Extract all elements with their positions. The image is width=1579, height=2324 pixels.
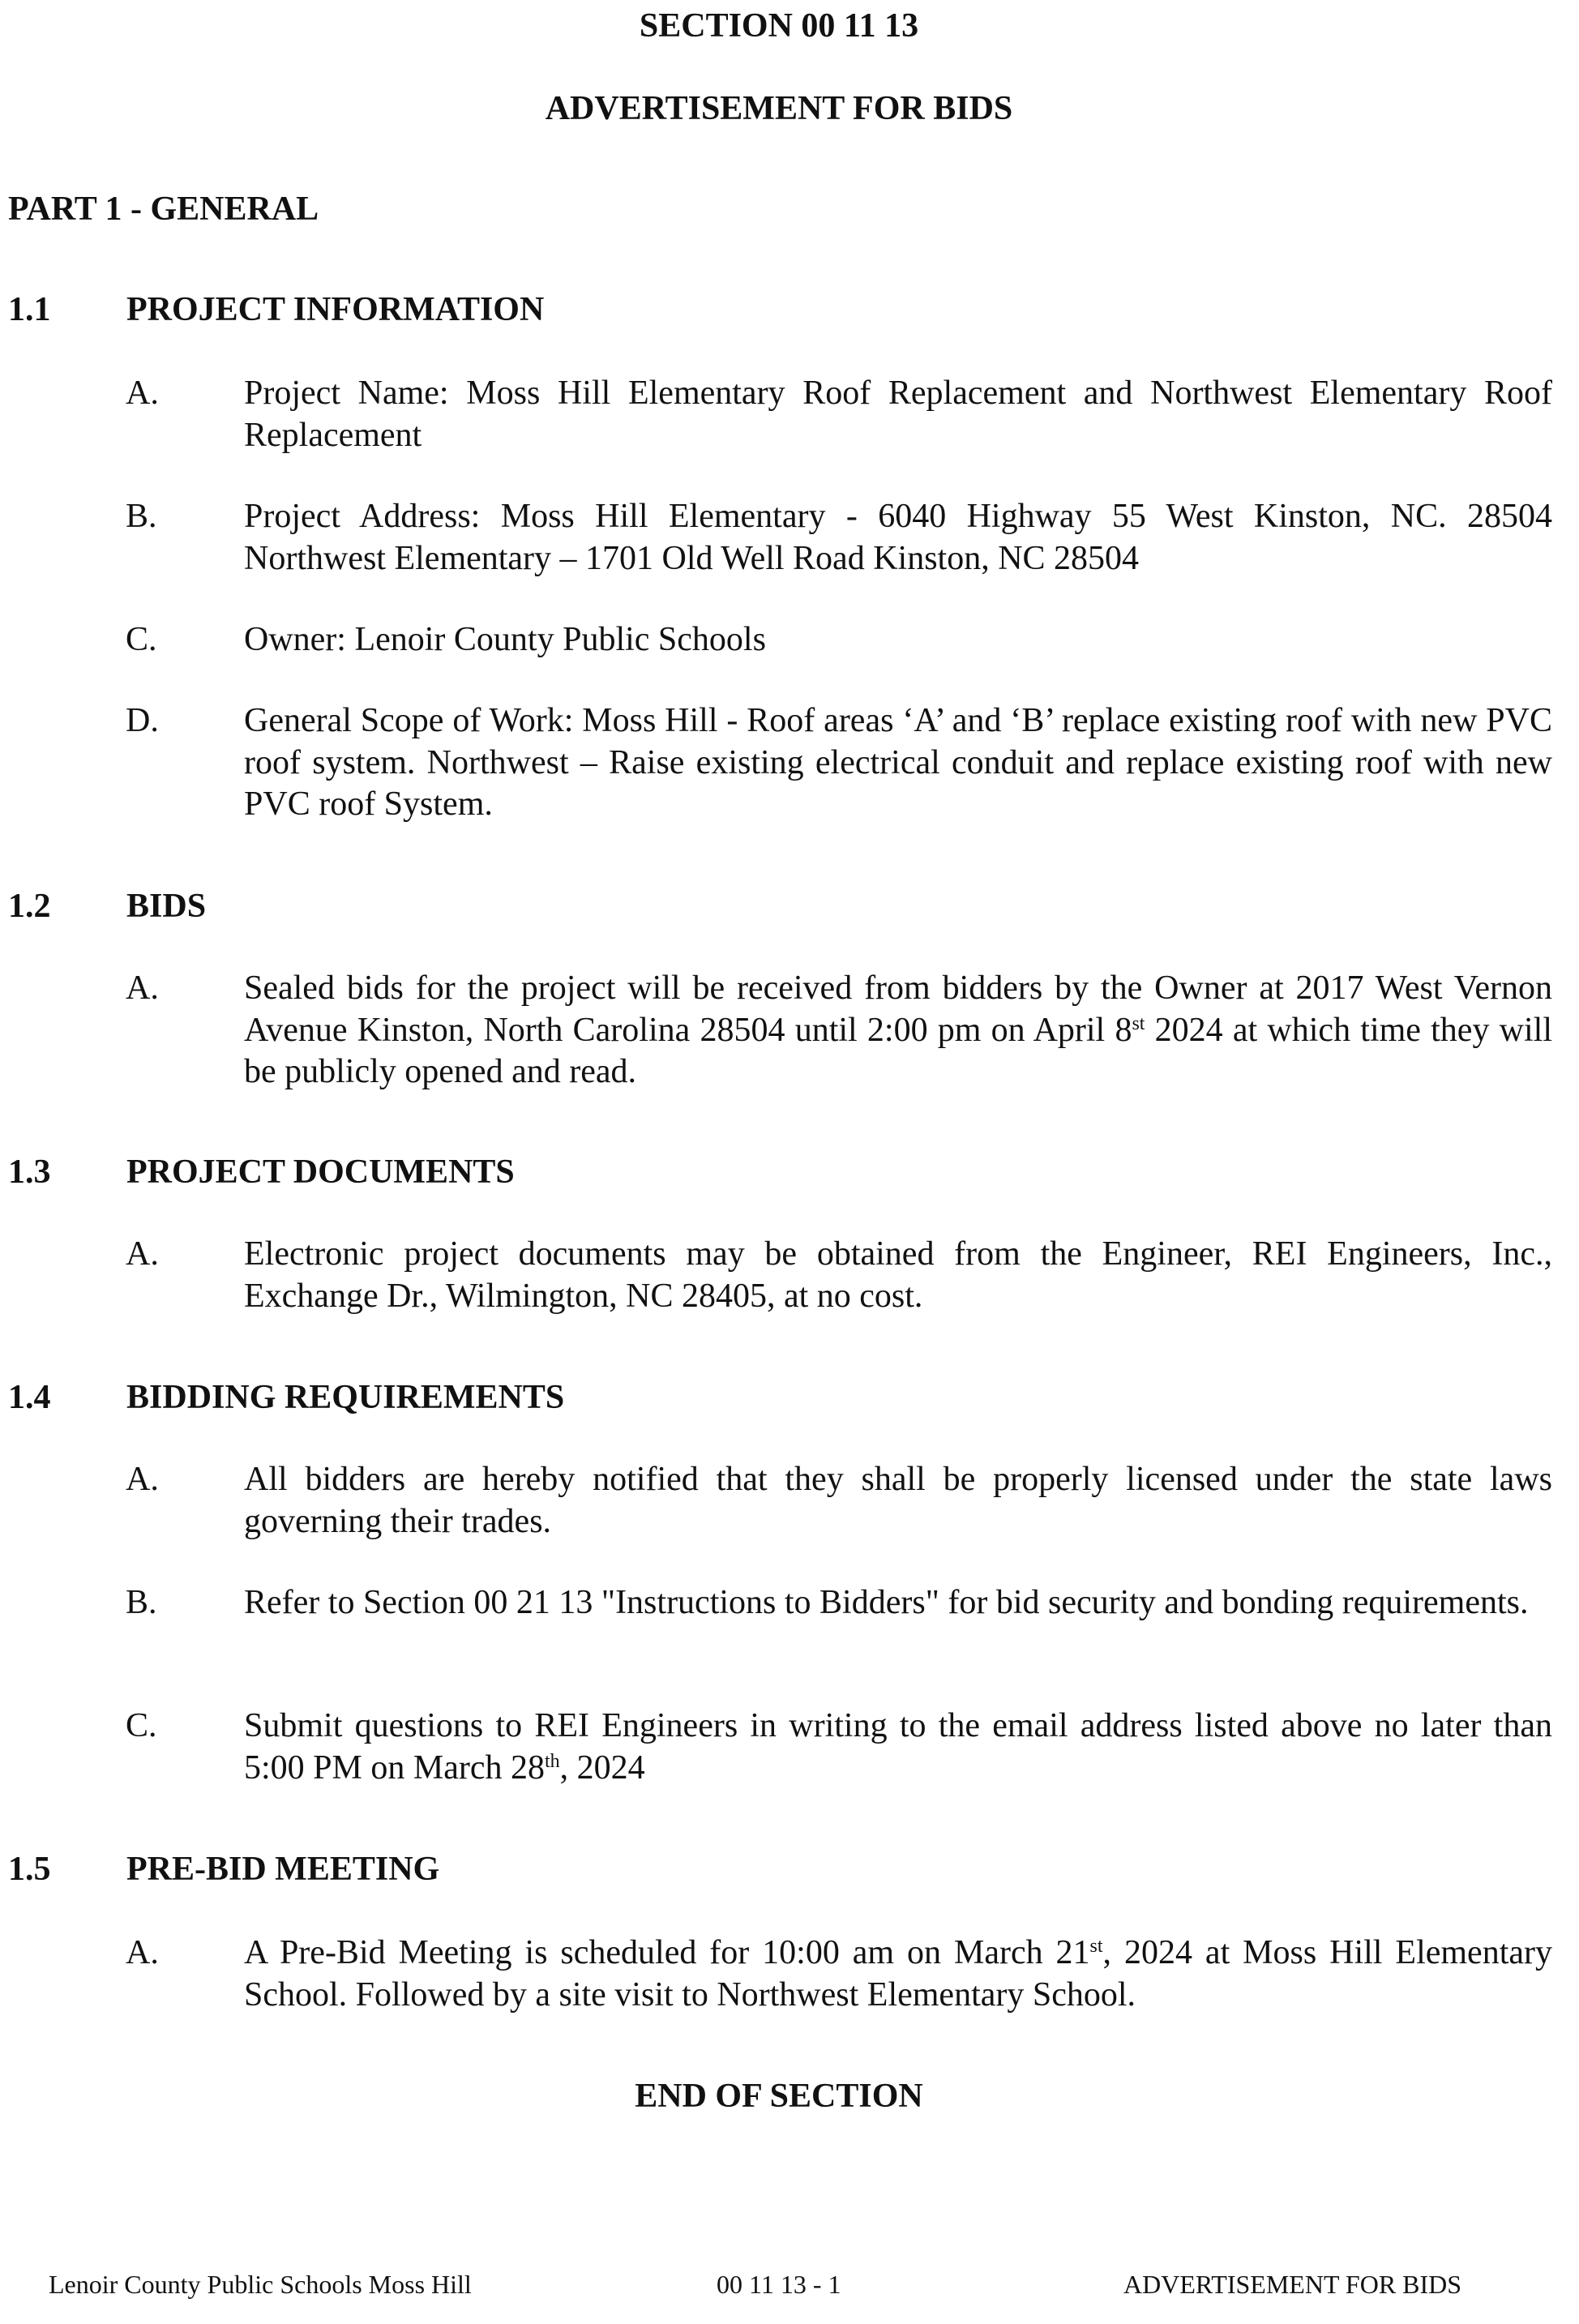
section-number-heading: SECTION 00 11 13 (639, 7, 919, 45)
section-number: 1.3 (8, 1153, 51, 1191)
document-title: ADVERTISEMENT FOR BIDS (545, 90, 1013, 127)
section-title: PROJECT DOCUMENTS (126, 1153, 515, 1191)
item-text (244, 968, 1552, 1094)
item-text: Owner: Lenoir County Public Schools (244, 621, 766, 658)
item-label: B. (126, 1584, 157, 1621)
item-bid-security (126, 1582, 1552, 1624)
section-title: PROJECT INFORMATION (126, 291, 545, 328)
section-number: 1.4 (8, 1379, 51, 1416)
item-text-part: Sealed bids for the project will be received from bidders by the Owner at 2017 West Vernon Avenue Kinston, North Carolina 28504 until 2:00 pm on April 8 (244, 969, 1552, 1049)
end-of-section: END OF SECTION (635, 2078, 923, 2115)
item-label: A. (126, 1235, 159, 1273)
address-line-1: Project Address: Moss Hill Elementary - 6040 Highway 55 West Kinston, NC. 28504 (244, 498, 1552, 535)
item-owner (126, 619, 1552, 661)
section-number: 1.1 (8, 291, 51, 328)
item-text-part: Submit questions to REI Engineers in writing to the email address listed above no later than 5:00 PM on March 28 (244, 1707, 1552, 1787)
item-licensing (126, 1459, 1552, 1543)
item-text: Project Name: Moss Hill Elementary Roof Replacement and Northwest Elementary Roof Replacement (244, 374, 1552, 454)
footer-doc-title: ADVERTISEMENT FOR BIDS (1123, 2270, 1462, 2299)
item-text (244, 1932, 1552, 2016)
item-label: A. (126, 1934, 159, 1971)
ordinal-suffix: st (1132, 1012, 1145, 1034)
item-label: D. (126, 702, 159, 739)
section-title: BIDDING REQUIREMENTS (126, 1379, 565, 1416)
item-questions (126, 1706, 1552, 1789)
item-pre-bid-meeting (126, 1932, 1552, 2016)
item-text: All bidders are hereby notified that they shall be properly licensed under the state laws governing their trades. (244, 1461, 1552, 1540)
section-number: 1.2 (8, 888, 51, 925)
part-heading: PART 1 - GENERAL (8, 190, 319, 228)
item-text-part: 2024 at which time they will be publicly opened and read. (244, 1011, 1553, 1090)
item-project-documents (126, 1234, 1552, 1317)
footer-owner: Lenoir County Public Schools Moss Hill (49, 2270, 472, 2299)
item-label: A. (126, 969, 159, 1007)
section-title: BIDS (126, 888, 207, 925)
item-label: A. (126, 374, 159, 412)
ordinal-suffix: th (545, 1750, 560, 1772)
item-text-part: , 2024 at Moss Hill Elementary School. Followed by a site visit to Northwest Elementary School. (244, 1934, 1552, 2014)
item-text (244, 496, 1552, 580)
item-text: Refer to Section 00 21 13 "Instructions to Bidders" for bid security and bonding requirements. (244, 1584, 1529, 1621)
address-line-2: Northwest Elementary – 1701 Old Well Road Kinston, NC 28504 (244, 539, 1140, 577)
section-title: PRE-BID MEETING (126, 1851, 440, 1888)
item-text: Electronic project documents may be obtained from the Engineer, REI Engineers, Inc., Exchange Dr., Wilmington, NC 28405, at no cost. (244, 1235, 1552, 1315)
footer-page-number: 00 11 13 - 1 (717, 2270, 841, 2299)
ordinal-suffix: st (1089, 1936, 1103, 1957)
item-text (244, 1706, 1552, 1789)
item-text-part: , 2024 (559, 1748, 645, 1787)
item-text-part: A Pre-Bid Meeting is scheduled for 10:00 am on March 21 (244, 1934, 1090, 1971)
item-project-name (126, 373, 1552, 456)
section-number: 1.5 (8, 1851, 51, 1888)
item-text: General Scope of Work: Moss Hill - Roof areas ‘A’ and ‘B’ replace existing roof with new PVC roof system. Northwest – Raise existing electrical conduit and replace existing roof with new PVC roof System. (244, 702, 1552, 823)
item-scope-of-work (126, 700, 1552, 826)
item-project-address (126, 496, 1552, 580)
item-label: A. (126, 1461, 159, 1498)
item-label: C. (126, 621, 157, 658)
item-label: C. (126, 1707, 157, 1744)
item-label: B. (126, 498, 157, 535)
item-sealed-bids (126, 968, 1552, 1094)
